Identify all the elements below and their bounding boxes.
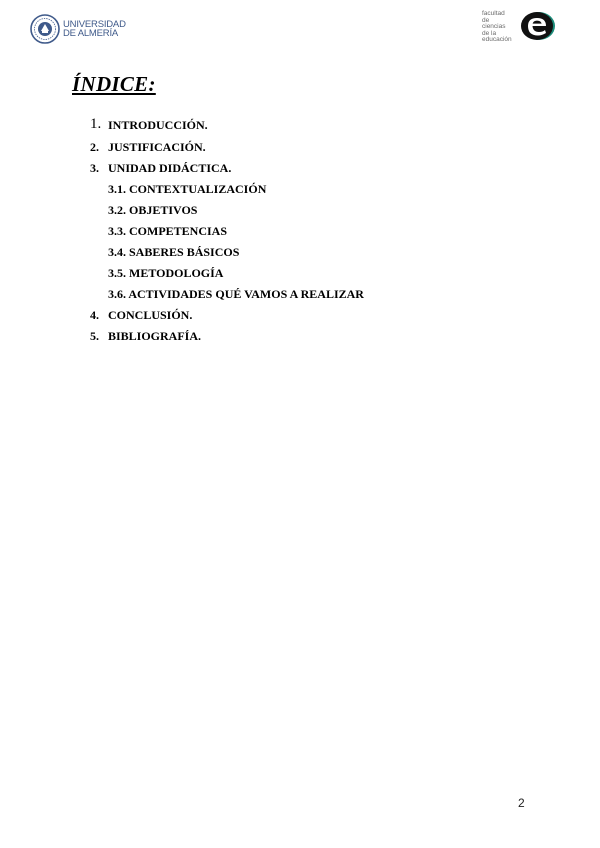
faculty-logo-line: educación	[482, 36, 512, 44]
toc-item-label: INTRODUCCIÓN.	[108, 118, 208, 132]
toc-subitem	[108, 245, 239, 260]
university-name-line2: DE ALMERÍA	[63, 28, 119, 39]
toc-item-number: 4.	[90, 308, 99, 322]
toc-item-label: UNIDAD DIDÁCTICA.	[108, 161, 232, 175]
toc-subitem-label: 3.2. OBJETIVOS	[108, 203, 198, 217]
toc-subitem	[108, 203, 197, 218]
university-name-line1: UNIVERSIDAD	[63, 19, 126, 30]
faculty-logo-line: ciencias	[482, 23, 506, 31]
toc-subitem-label: 3.1. CONTEXTUALIZACIÓN	[108, 182, 267, 196]
toc-item-number: 5.	[90, 329, 99, 343]
toc-subitem-label: 3.3. COMPETENCIAS	[108, 224, 228, 238]
university-seal-icon	[30, 14, 60, 44]
faculty-logo	[482, 11, 560, 43]
toc-item-number: 1.	[90, 116, 102, 132]
toc-item-label: CONCLUSIÓN.	[108, 308, 193, 322]
faculty-logo-line: facultad	[482, 10, 505, 17]
toc-subitem	[108, 224, 227, 239]
toc-subitem	[108, 287, 364, 302]
page-number: 2	[518, 796, 525, 810]
toc-subitem-label: 3.5. METODOLOGÍA	[108, 266, 224, 280]
toc-item-number: 2.	[90, 140, 99, 154]
toc-subitem	[108, 266, 223, 281]
faculty-logo-line: de la	[482, 29, 497, 37]
toc-item-number: 3.	[90, 161, 99, 175]
page-title: ÍNDICE:	[72, 72, 156, 96]
toc-item-label: JUSTIFICACIÓN.	[108, 140, 206, 154]
faculty-logo-line: de	[482, 16, 490, 24]
toc-subitem-label: 3.6. ACTIVIDADES QUÉ VAMOS A REALIZAR	[108, 287, 364, 301]
toc-item-label: BIBLIOGRAFÍA.	[108, 329, 202, 343]
toc-subitem	[108, 182, 266, 197]
faculty-e-logo-icon	[520, 11, 556, 41]
university-logo	[30, 14, 126, 44]
toc-subitem-label: 3.4. SABERES BÁSICOS	[108, 245, 240, 259]
